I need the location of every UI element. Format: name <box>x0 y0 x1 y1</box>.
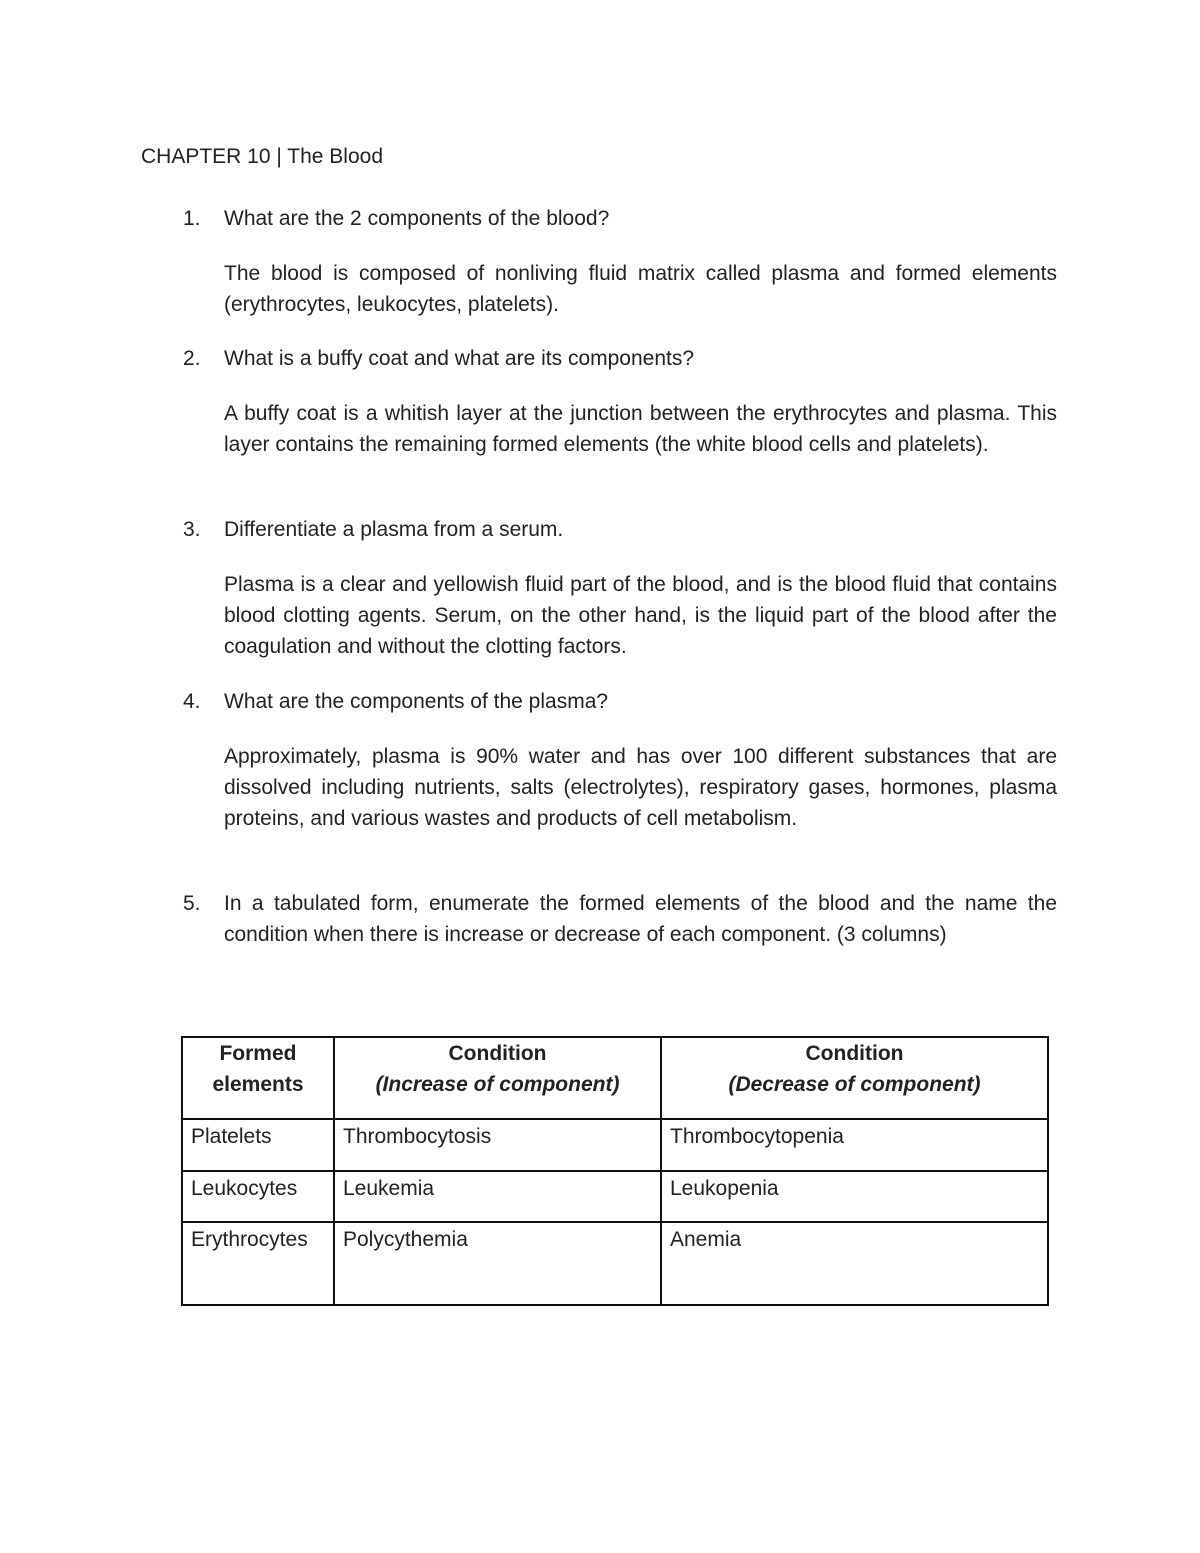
header-formed-elements <box>182 1037 334 1119</box>
header-condition-increase <box>334 1037 661 1119</box>
question-number: 2. <box>183 347 201 370</box>
table-row <box>182 1222 1048 1305</box>
formed-elements-table-wrapper <box>181 1036 1049 1306</box>
table-cell: Thrombocytopenia <box>661 1119 1048 1171</box>
answer-text: Approximately, plasma is 90% water and has over 100 different substances that are dissolved including nutrients, salts (electrolytes), respiratory gases, hormones, plasma proteins, and various wastes and products of cell metabolism. <box>224 745 1057 830</box>
answer-text: The blood is composed of nonliving fluid matrix called plasma and formed elements (erythrocytes, leukocytes, platelets). <box>224 262 1057 316</box>
question-text: Differentiate a plasma from a serum. <box>224 518 564 541</box>
question-text: What are the components of the plasma? <box>224 690 609 713</box>
table-row <box>182 1119 1048 1171</box>
header-main: Condition <box>805 1042 904 1065</box>
table-header-row <box>182 1037 1048 1119</box>
question-number: 1. <box>183 207 201 230</box>
answer-text: A buffy coat is a whitish layer at the junction between the erythrocytes and plasma. This layer contains the remaining formed elements (the white blood cells and platelets). <box>224 402 1057 456</box>
formed-elements-table <box>181 1036 1049 1306</box>
table-cell: Leukopenia <box>661 1171 1048 1222</box>
question-number: 5. <box>183 892 201 915</box>
header-main: Formed elements <box>212 1042 304 1096</box>
table-cell: Polycythemia <box>334 1222 661 1305</box>
table-row <box>182 1171 1048 1222</box>
table-cell: Erythrocytes <box>182 1222 334 1305</box>
table-cell: Platelets <box>182 1119 334 1171</box>
question-number: 4. <box>183 690 201 713</box>
question-text: In a tabulated form, enumerate the formed elements of the blood and the name the condition when there is increase or decrease of each component. (3 columns) <box>224 892 1057 946</box>
header-condition-decrease <box>661 1037 1048 1119</box>
table-cell: Leukemia <box>334 1171 661 1222</box>
question-number: 3. <box>183 518 201 541</box>
question-text: What are the 2 components of the blood? <box>224 207 610 230</box>
header-sub: (Increase of component) <box>375 1073 620 1096</box>
header-sub: (Decrease of component) <box>728 1073 981 1096</box>
table-cell: Anemia <box>661 1222 1048 1305</box>
page-title: CHAPTER 10 | The Blood <box>141 145 384 168</box>
table-cell: Leukocytes <box>182 1171 334 1222</box>
answer-text: Plasma is a clear and yellowish fluid part of the blood, and is the blood fluid that contains blood clotting agents. Serum, on the other hand, is the liquid part of the blood after the coagulation and without the clotting factors. <box>224 573 1057 658</box>
header-main: Condition <box>448 1042 547 1065</box>
table-cell: Thrombocytosis <box>334 1119 661 1171</box>
question-text: What is a buffy coat and what are its components? <box>224 347 695 370</box>
